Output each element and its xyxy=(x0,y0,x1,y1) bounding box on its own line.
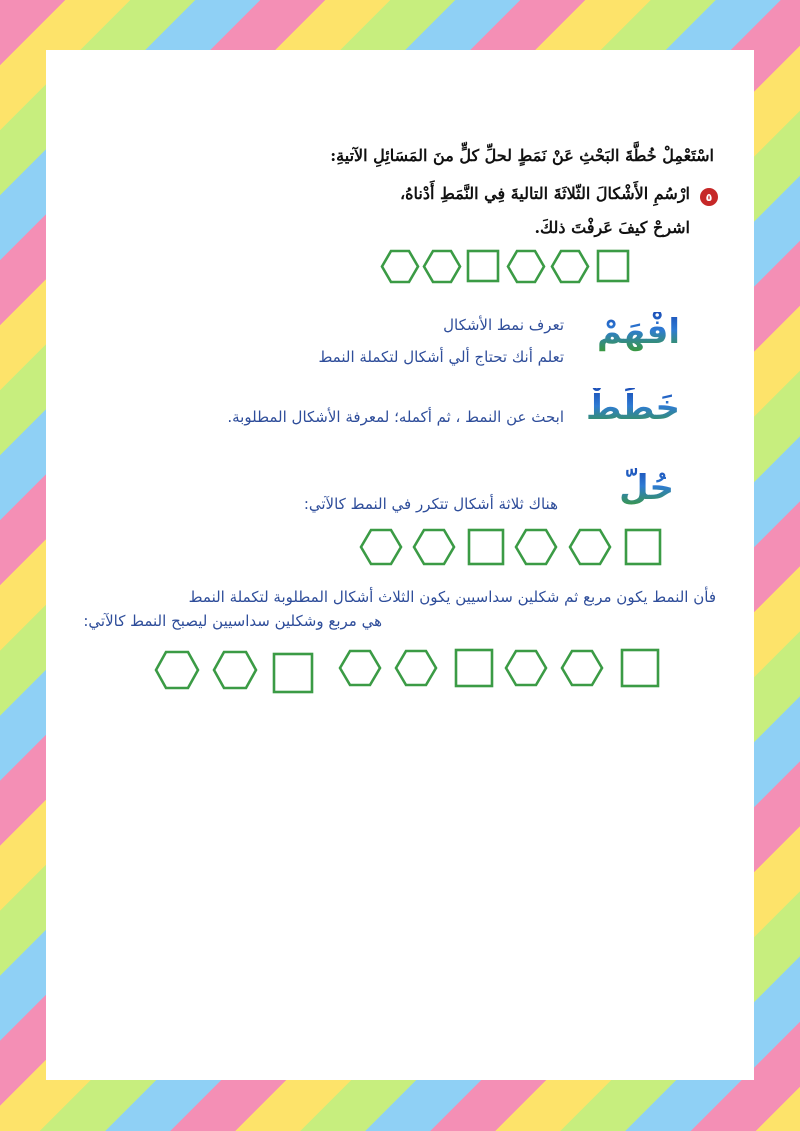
square-shape xyxy=(622,650,658,686)
hexagon-shape xyxy=(414,530,454,564)
solve-label: حُلّ xyxy=(619,468,674,508)
hexagon-shape xyxy=(562,651,602,685)
hexagon-shape xyxy=(508,251,544,282)
hexagon-shape xyxy=(552,251,588,282)
plan-line-1: ابحث عن النمط ، ثم أكمله؛ لمعرفة الأشكال المطلوبة. xyxy=(227,408,564,426)
hexagon-shape xyxy=(382,251,418,282)
hexagon-shape xyxy=(396,651,436,685)
hexagon-shape xyxy=(340,651,380,685)
hexagon-shape xyxy=(156,652,198,688)
plan-label: خَطِّطْ xyxy=(585,388,680,428)
worksheet-page xyxy=(46,50,754,1080)
hexagon-shape xyxy=(570,530,610,564)
understand-label: افْهَمْ xyxy=(596,312,680,352)
problem-number-badge: ٥ xyxy=(700,188,718,206)
solve-line-3: هي مربع وشكلين سداسيين ليصبح النمط كالآتي: xyxy=(83,612,382,630)
hexagon-shape xyxy=(516,530,556,564)
solve-pattern xyxy=(356,526,668,570)
hexagon-shape xyxy=(361,530,401,564)
problem-line-1: ارْسُمِ الأَشْكالَ الثّلاثَةَ التاليةَ فِي النَّمَطِ أَدْناهُ، xyxy=(399,184,690,203)
hexagon-shape xyxy=(214,652,256,688)
square-shape xyxy=(598,251,628,281)
completed-pattern xyxy=(152,646,668,696)
square-shape xyxy=(469,530,503,564)
solve-line-2: فأن النمط يكون مربع ثم شكلين سداسيين يكون الثلاث أشكال المطلوبة لتكملة النمط xyxy=(188,588,716,606)
square-shape xyxy=(456,650,492,686)
understand-line-1: تعرف نمط الأشكال xyxy=(443,316,564,334)
understand-line-2: تعلم أنك تحتاج ألي أشكال لتكملة النمط xyxy=(318,348,564,366)
hexagon-shape xyxy=(424,251,460,282)
square-shape xyxy=(626,530,660,564)
problem-line-2: اشرحْ كيفَ عَرفْتَ ذلكَ. xyxy=(534,218,690,237)
hexagon-shape xyxy=(506,651,546,685)
square-shape xyxy=(274,654,312,692)
solve-line-1: هناك ثلاثة أشكال تتكرر في النمط كالآتي: xyxy=(303,495,558,513)
problem-pattern xyxy=(372,248,634,288)
square-shape xyxy=(468,251,498,281)
exercise-heading: اسْتَعْمِلْ خُطَّةَ البَحْثِ عَنْ نَمَطٍ لحلِّ كلٍّ منَ المَسَائِلِ الآتيةِ: xyxy=(330,146,714,165)
